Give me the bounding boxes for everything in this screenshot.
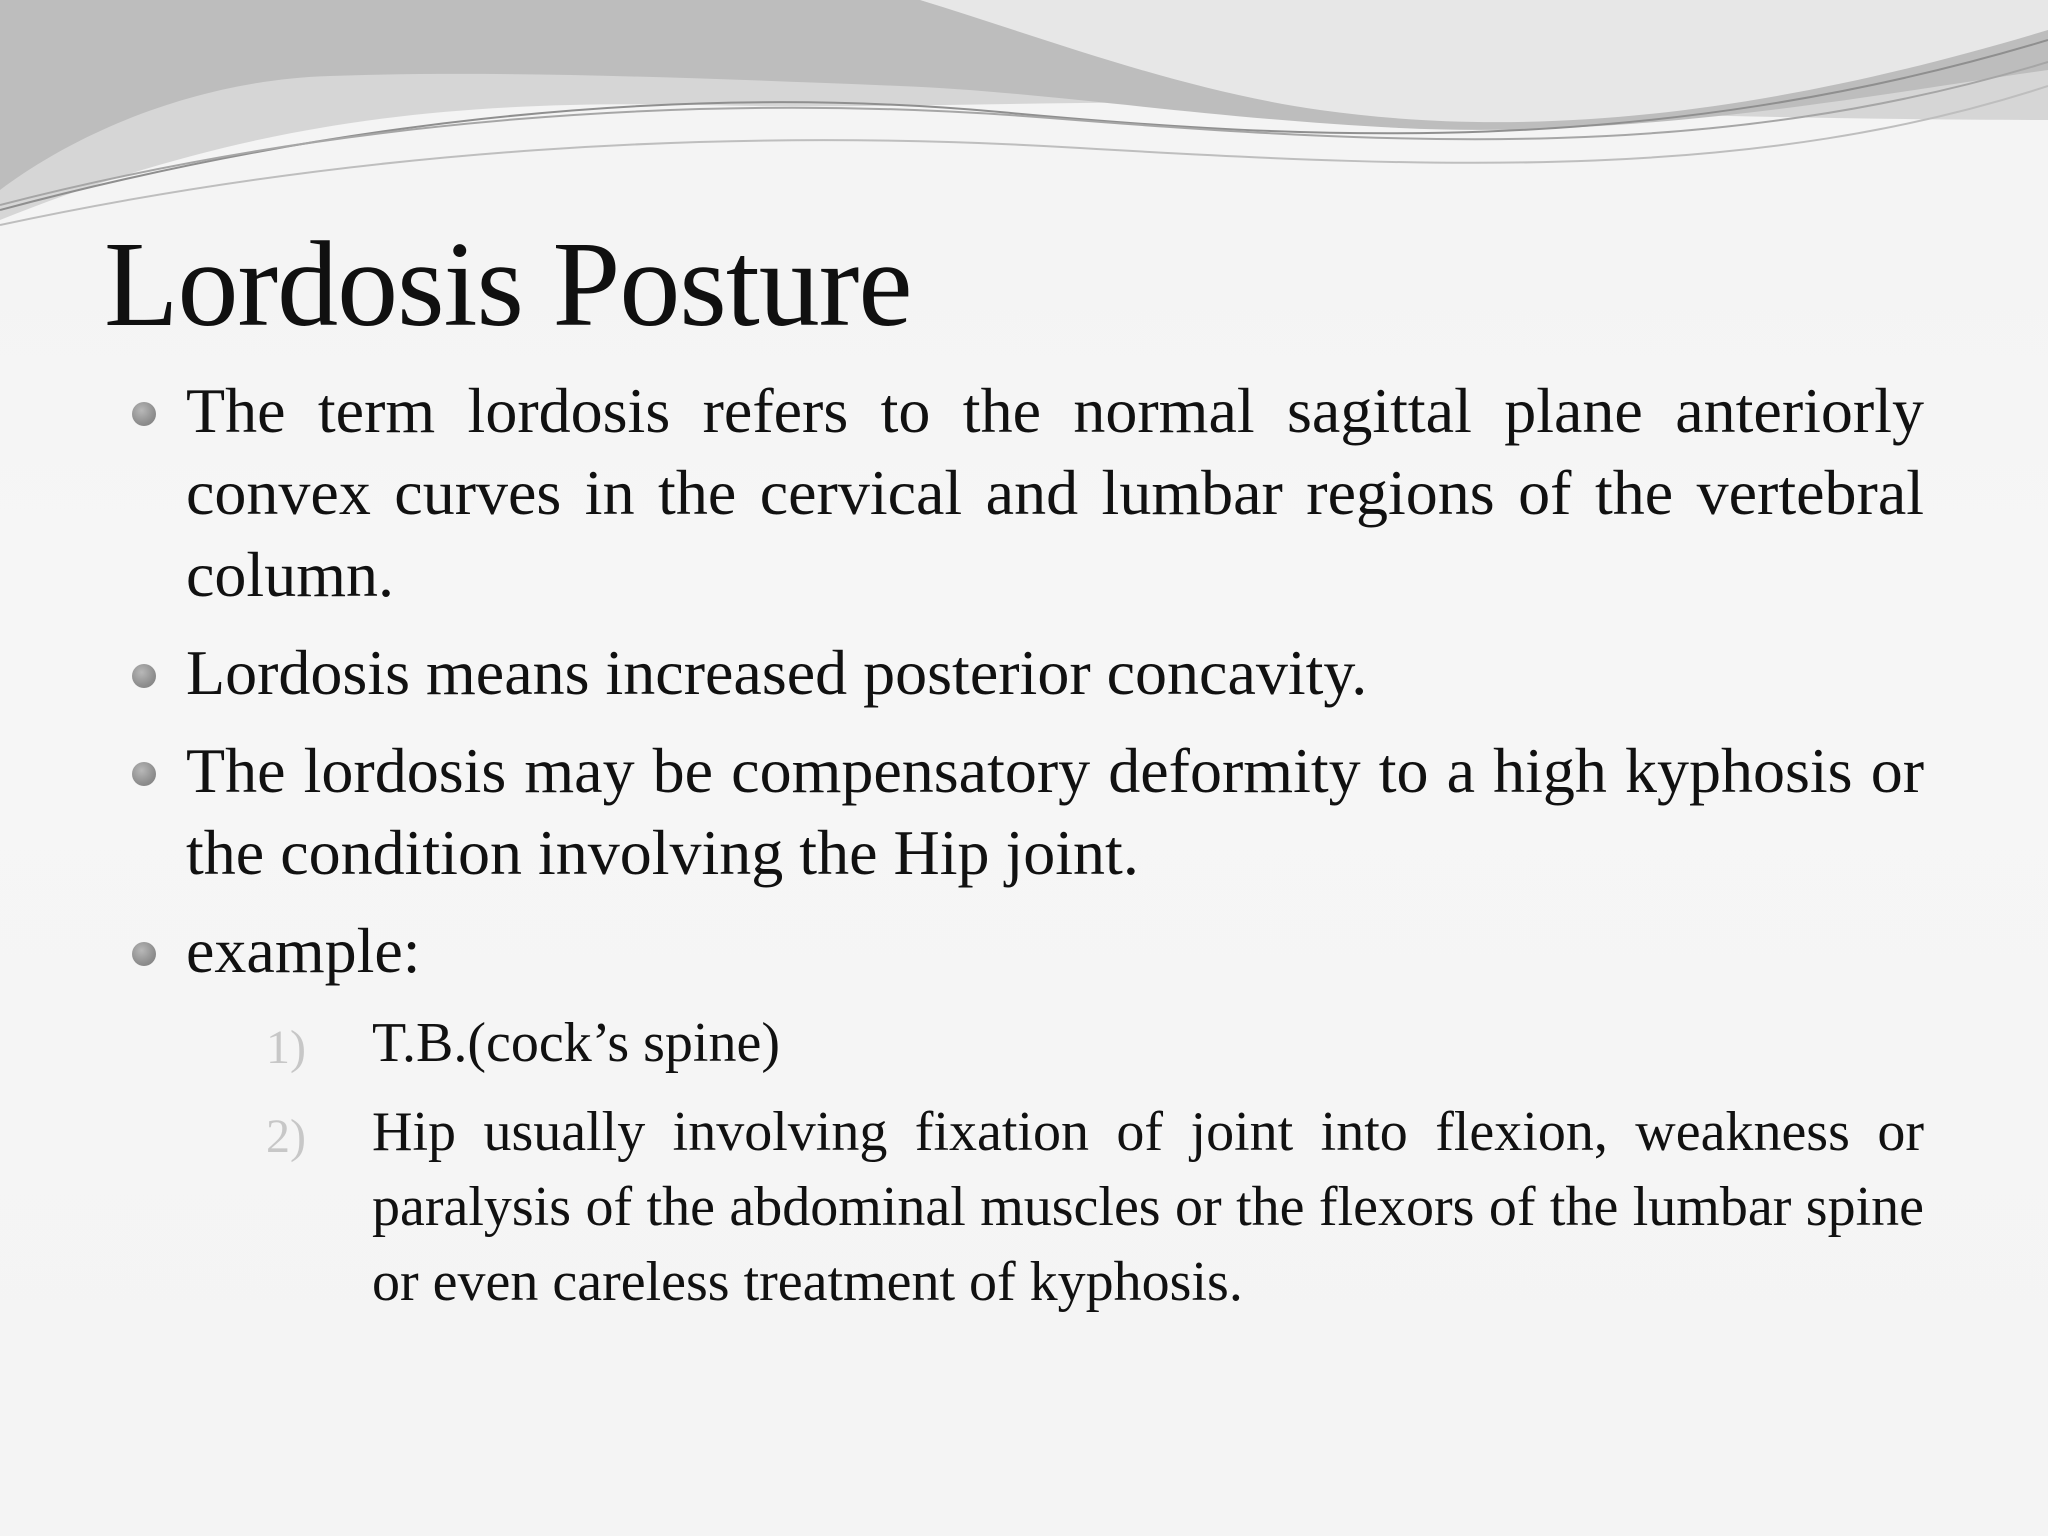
bullet-text: example:: [186, 915, 421, 986]
bullet-item: [128, 632, 1924, 714]
bullet-text: Lordosis means increased posterior concavity.: [186, 637, 1368, 708]
bullet-dot-icon: [132, 664, 156, 688]
bullet-item: [128, 730, 1924, 894]
example-text: T.B.(cock’s spine): [372, 1012, 780, 1074]
example-sublist: [186, 1006, 1924, 1320]
example-number: 1): [266, 1021, 306, 1074]
bullet-text: The term lordosis refers to the normal sagittal plane anteriorly convex curves in the cervical and lumbar regions of the vertebral column.: [186, 375, 1924, 610]
bullet-dot-icon: [132, 762, 156, 786]
bullet-dot-icon: [132, 402, 156, 426]
example-item: [186, 1006, 1924, 1081]
slide-title: Lordosis Posture: [104, 217, 912, 352]
example-text: Hip usually involving fixation of joint into flexion, weakness or paralysis of the abdominal muscles or the flexors of the lumbar spine or even careless treatment of kyphosis.: [372, 1101, 1924, 1313]
header-wave-decoration: [0, 0, 2048, 240]
bullet-list: [128, 370, 1924, 1336]
bullet-item: [128, 910, 1924, 1320]
example-number: 2): [266, 1110, 306, 1163]
example-item: [186, 1095, 1924, 1320]
bullet-dot-icon: [132, 942, 156, 966]
bullet-item: [128, 370, 1924, 616]
bullet-text: The lordosis may be compensatory deformity to a high kyphosis or the condition involving the Hip joint.: [186, 735, 1924, 888]
